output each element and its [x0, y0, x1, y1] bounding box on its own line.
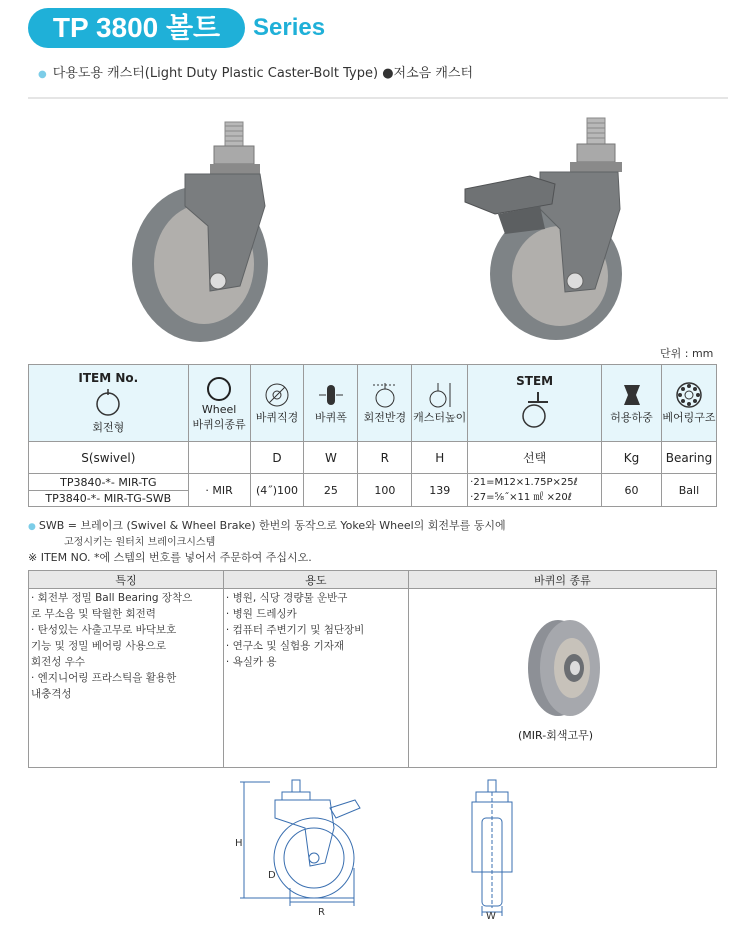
spec-unit-row: [29, 442, 717, 474]
swivel-label: 회전형: [92, 421, 125, 434]
wheel-en-label: Wheel: [201, 402, 237, 416]
features-list: [29, 589, 223, 703]
use-line: · 병원 드레싱카: [225, 608, 297, 620]
wheel-caption: (MIR-회색고무): [518, 729, 593, 742]
page-title: TP 3800 볼트: [28, 8, 245, 48]
caster-height-label: 캐스터높이: [413, 411, 467, 424]
subtitle-text: 다용도용 캐스터(Light Duty Plastic Caster-Bolt Type) ●저소음 캐스터: [52, 66, 474, 81]
drawing-label-w: W: [486, 911, 496, 920]
feature-line: · 회전부 정밀 Ball Bearing 장착으: [31, 592, 193, 604]
feature-line: 회전성 우수: [31, 656, 86, 668]
diameter-icon: [263, 381, 291, 409]
spec-table: [28, 364, 717, 507]
bearing-icon: [675, 381, 703, 409]
unit-item: S(swivel): [29, 442, 189, 474]
spec-data-row: [29, 474, 717, 507]
side-view-drawing: [230, 778, 370, 918]
load-label: 허용하중: [610, 411, 653, 424]
swivel-radius-header: [358, 365, 412, 442]
use-line: · 병원, 식당 경량물 운반구: [225, 592, 348, 604]
drawing-label-d: D: [268, 870, 276, 881]
bullet-icon: ●: [38, 69, 47, 80]
spec-header-row: [29, 365, 717, 442]
wheel-type-header: [188, 365, 250, 442]
subtitle: [38, 62, 473, 81]
width-icon: [317, 381, 345, 409]
stem-header: [468, 365, 602, 442]
series-label: Series: [253, 14, 326, 41]
uses-header: 용도: [223, 571, 408, 589]
unit-height: H: [412, 442, 468, 474]
caster-brake-image: [460, 114, 640, 346]
swb-note-2: 고정시키는 원터치 브레이크시스템: [64, 537, 216, 548]
wheel-icon: [205, 375, 233, 403]
feature-line: 내충격성: [31, 688, 72, 700]
stem-label: STEM: [516, 374, 554, 388]
bearing-value: Ball: [661, 474, 716, 507]
wheel-width-header: [304, 365, 358, 442]
features-header-row: [29, 571, 717, 589]
wheel-type-value: · MIR: [188, 474, 250, 507]
item-cell: [29, 474, 189, 507]
radius-icon: [371, 381, 399, 409]
caster-swivel-image: [130, 116, 290, 346]
item-number-1: TP3840-*- MIR-TG: [29, 475, 188, 491]
item-no-label: ITEM No.: [78, 371, 139, 385]
feature-line: 로 무소음 및 탁월한 회전력: [31, 608, 156, 620]
wheel-width-value: 25: [304, 474, 358, 507]
front-view-drawing: [462, 778, 522, 920]
feature-line: · 엔지니어링 프라스틱을 활용한: [31, 672, 177, 684]
stem-option-2: ·27=⁵⁄₈˝×11 ㎖ ×20ℓ: [470, 492, 572, 503]
swivel-radius-label: 회전반경: [363, 411, 407, 424]
unit-bearing: Bearing: [661, 442, 716, 474]
features-cell: [29, 589, 224, 768]
item-number-2: TP3840-*- MIR-TG-SWB: [45, 491, 172, 505]
feature-line: 기능 및 정밀 베어링 사용으로: [31, 640, 167, 652]
load-header: [602, 365, 662, 442]
use-line: · 욕실카 용: [225, 656, 277, 668]
bearing-label: 베어링구조: [662, 411, 716, 424]
wheel-dia-label: 바퀴직경: [255, 411, 299, 424]
drawing-label-r: R: [318, 907, 325, 918]
load-value: 60: [602, 474, 662, 507]
height-icon: [426, 381, 454, 409]
caster-height-value: 139: [412, 474, 468, 507]
unit-width: W: [304, 442, 358, 474]
uses-list: [224, 589, 408, 671]
unit-stem: 선택: [468, 442, 602, 474]
wheel-dia-value: (4˝)100: [250, 474, 304, 507]
features-body-row: [29, 589, 717, 768]
unit-label: 단위 : mm: [660, 347, 714, 360]
uses-cell: [223, 589, 408, 768]
wheel-width-label: 바퀴폭: [314, 411, 347, 424]
features-header: 특징: [29, 571, 224, 589]
unit-radius: R: [358, 442, 412, 474]
swb-note: [28, 517, 506, 533]
features-table: [28, 570, 717, 768]
stem-icon: [518, 390, 552, 430]
stem-option-1: ·21=M12×1.75P×25ℓ: [470, 477, 578, 488]
wheel-type-label: 바퀴의종류: [192, 417, 246, 431]
swivel-caster-icon: [93, 387, 123, 417]
unit-load: Kg: [602, 442, 662, 474]
use-line: · 연구소 및 실험용 기자재: [225, 640, 345, 652]
use-line: · 컴퓨터 주변기기 및 첨단장비: [225, 624, 365, 636]
weight-icon: [618, 381, 646, 409]
item-no-header: [29, 365, 189, 442]
unit-dia: D: [250, 442, 304, 474]
item-note: ※ ITEM NO. *에 스템의 번호를 넣어서 주문하여 주십시오.: [28, 551, 312, 564]
swivel-radius-value: 100: [358, 474, 412, 507]
stem-cell: [468, 474, 602, 507]
feature-line: · 탄성있는 사출고무로 바닥보호: [31, 624, 177, 636]
bearing-header: [661, 365, 716, 442]
wheel-dia-header: [250, 365, 304, 442]
bullet-icon: ●: [28, 522, 36, 532]
wheel-image: [520, 612, 610, 722]
swb-note-text: SWB = 브레이크 (Swivel & Wheel Brake) 한번의 동작으로 Yoke와 Wheel의 회전부를 동시에: [38, 519, 506, 532]
divider: [28, 97, 728, 99]
drawing-label-h: H: [235, 838, 243, 849]
unit-blank: [188, 442, 250, 474]
wheel-type-section-header: 바퀴의 종류: [408, 571, 716, 589]
caster-height-header: [412, 365, 468, 442]
